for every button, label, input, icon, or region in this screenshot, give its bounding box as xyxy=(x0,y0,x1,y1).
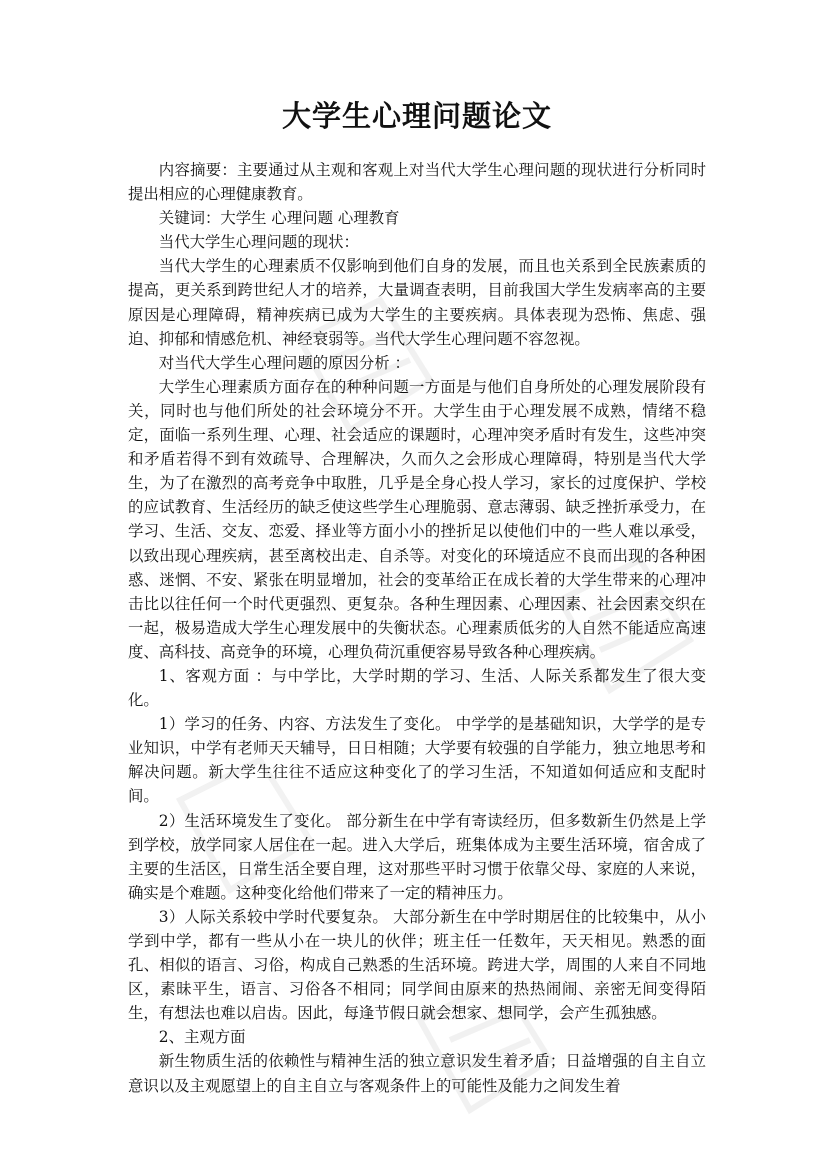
document-title: 大学生心理问题论文 xyxy=(281,99,552,133)
subsection-heading-subjective: 2、主观方面 xyxy=(158,1028,246,1047)
list-item-paragraph: 2）生活环境发生了变化。 部分新生在中学有寄读经历，但多数新生仍然是上学到学校，放学同家人居住在一起。进入大学后，班集体成为主要生活环境，宿舍成了主要的生活区，日常生活全要自理，这对那些平时习惯于依靠父母、家庭的人来说，确实是个难题。这种变化给他们带来了一定的精神压力。 xyxy=(128,811,706,902)
body-paragraph: 当代大学生的心理素质不仅影响到他们自身的发展，而且也关系到全民族素质的提高，更关系到跨世纪人才的培养，大量调查表明，目前我国大学生发病率高的主要原因是心理障碍，精神疾病已成为大学生的主要疾病。具体表现为恐怖、焦虑、强迫、抑郁和情感危机、神经衰弱等。当代大学生心理问题不容忽视。 xyxy=(128,257,706,348)
list-item-paragraph: 1）学习的任务、内容、方法发生了变化。 中学学的是基础知识，大学学的是专业知识，中学有老师天天辅导，日日相随；大学要有较强的自学能力，独立地思考和解决问题。新大学生往往不适应这种变化了的学习生活，不知道如何适应和支配时间。 xyxy=(128,715,706,806)
body-paragraph: 大学生心理素质方面存在的种种问题一方面是与他们自身所处的心理发展阶段有关，同时也与他们所处的社会环境分不开。大学生由于心理发展不成熟，情绪不稳定，面临一系列生理、心理、社会适应的课题时，心理冲突矛盾时有发生，这些冲突和矛盾若得不到有效疏导、合理解决，久而久之会形成心理障碍，特别是当代大学生，为了在激烈的高考竞争中取胜，几乎是全身心投人学习，家长的过度保护、学校的应试教育、生活经历的缺乏使这些学生心理脆弱、意志薄弱、缺乏挫折承受力，在学习、生活、交友、恋爱、择业等方面小小的挫折足以使他们中的一些人难以承受，以致出现心理疾病，甚至离校出走、自杀等。对变化的环境适应不良而出现的各种困惑、迷惘、不安、紧张在明显增加，社会的变革给正在成长着的大学生带来的心理冲击比以往任何一个时代更强烈、更复杂。各种生理因素、心理因素、社会因素交织在一起，极易造成大学生心理发展中的失衡状态。心理素质低劣的人自然不能适应高速度、高科技、高竞争的环境，心理负荷沉重便容易导致各种心理疾病。 xyxy=(128,377,706,661)
subsection-heading-objective: 1、客观方面 ：与中学比，大学时期的学习、生活、人际关系都发生了很大变化。 xyxy=(128,666,706,710)
list-item-paragraph: 3）人际关系较中学时代要复杂。 大部分新生在中学时期居住的比较集中，从小学到中学，都有一些从小在一块儿的伙伴；班主任一任数年，天天相见。熟悉的面孔、相似的语言、习俗，构成自己熟悉的生活环境。跨进大学，周围的人来自不同地区，素昧平生，语言、习俗各不相同；同学间由原来的热热闹闹、亲密无间变得陌生，有想法也难以启齿。因此，每逢节假日就会想家、想同学，会产生孤独感。 xyxy=(128,907,706,1023)
section-heading-causes: 对当代大学生心理问题的原因分析 ： xyxy=(158,353,410,372)
document-page xyxy=(128,96,706,1098)
body-paragraph: 新生物质生活的依赖性与精神生活的独立意识发生着矛盾；日益增强的自主自立意识以及主观愿望上的自主自立与客观条件上的可能性及能力之间发生着 xyxy=(128,1052,706,1095)
keywords-paragraph: 关键词：大学生 心理问题 心理教育 xyxy=(158,209,400,228)
abstract-paragraph: 内容摘要：主要通过从主观和客观上对当代大学生心理问题的现状进行分析同时提出相应的心理健康教育。 xyxy=(128,161,706,204)
section-heading-status: 当代大学生心理问题的现状： xyxy=(158,233,359,252)
